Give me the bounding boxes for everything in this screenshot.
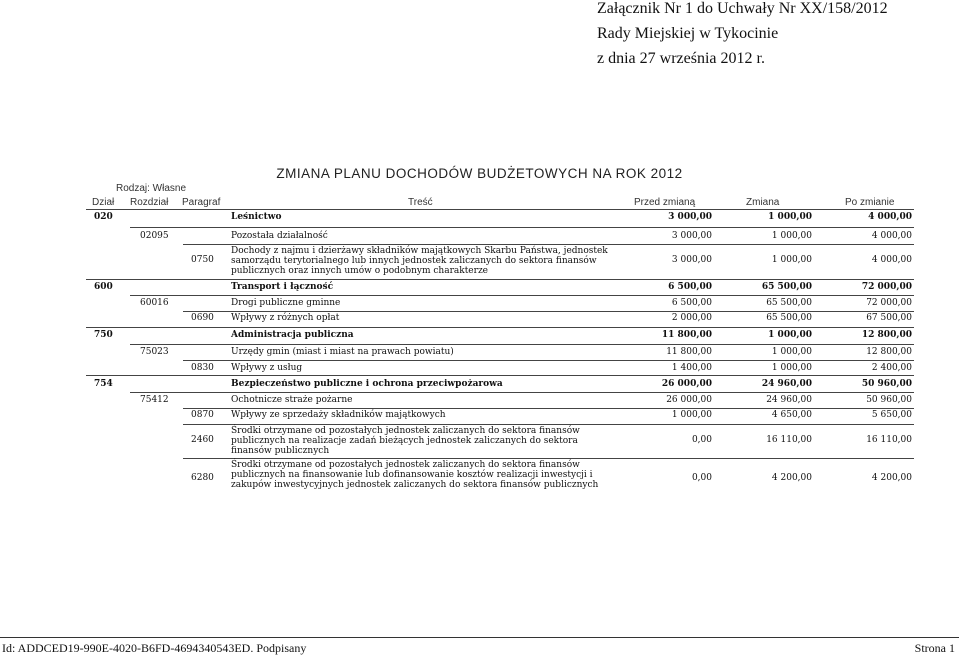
row-divider <box>183 458 914 459</box>
przed-cell: 3 000,00 <box>671 231 712 241</box>
po-cell: 72 000,00 <box>866 298 912 308</box>
zmiana-cell: 1 000,00 <box>771 255 812 265</box>
row-divider <box>86 279 914 280</box>
przed-cell: 11 800,00 <box>661 330 712 340</box>
tresc-cell: Wpływy z usług <box>231 363 303 373</box>
tresc-cell: Środki otrzymane od pozostałych jednostek zaliczanych do sektora finansów publicznych na realizacje zadań bieżących jednostek zaliczanych do sektora finansów publicznych <box>231 426 580 456</box>
przed-cell: 0,00 <box>691 473 712 483</box>
rozdzial-cell: 75023 <box>140 347 169 357</box>
footer-divider <box>0 637 959 638</box>
row-divider <box>183 360 914 361</box>
po-cell: 5 650,00 <box>871 410 912 420</box>
przed-cell: 2 000,00 <box>671 313 712 323</box>
zmiana-cell: 65 500,00 <box>761 282 812 292</box>
col-header-zmiana: Zmiana <box>746 197 780 208</box>
tresc-cell: Wpływy z różnych opłat <box>231 313 340 323</box>
tresc-cell: Pozostała działalność <box>231 231 328 241</box>
zmiana-cell: 1 000,00 <box>771 231 812 241</box>
row-divider <box>130 227 914 228</box>
przed-cell: 3 000,00 <box>671 255 712 265</box>
przed-cell: 0,00 <box>691 435 712 445</box>
paragraf-cell: 2460 <box>191 435 214 445</box>
rozdzial-cell: 02095 <box>140 231 169 241</box>
col-header-przed: Przed zmianą <box>634 197 696 208</box>
po-cell: 4 000,00 <box>868 212 912 222</box>
zmiana-cell: 65 500,00 <box>766 298 812 308</box>
tresc-cell: Urzędy gmin (miast i miast na prawach powiatu) <box>231 347 454 357</box>
col-header-dzial: Dział <box>92 197 115 208</box>
tresc-cell: Środki otrzymane od pozostałych jednostek zaliczanych do sektora finansów publicznych na finansowanie lub dofinansowanie kosztów realizacji inwestycji i zakupów inwestycyjnych jednostek zaliczanych do sektora finansów publicznych <box>231 460 599 490</box>
paragraf-cell: 0830 <box>191 363 214 373</box>
col-header-tresc: Treść <box>408 197 433 208</box>
przed-cell: 1 400,00 <box>671 363 712 373</box>
przed-cell: 6 500,00 <box>668 282 712 292</box>
attachment-line-2: Rady Miejskiej w Tykocinie <box>597 25 779 42</box>
paragraf-cell: 0690 <box>191 313 214 323</box>
zmiana-cell: 4 200,00 <box>771 473 812 483</box>
row-divider <box>130 344 914 345</box>
col-header-rozdzial: Rozdział <box>130 197 169 208</box>
dzial-cell: 020 <box>94 212 113 222</box>
dzial-cell: 754 <box>94 379 113 389</box>
tresc-cell: Dochody z najmu i dzierżawy składników majątkowych Skarbu Państwa, jednostek samorządu terytorialnego lub innych jednostek zaliczanych do sektora finansów publicznych oraz innych umów o podobnym charakterze <box>231 246 608 276</box>
zmiana-cell: 1 000,00 <box>771 347 812 357</box>
przed-cell: 26 000,00 <box>661 379 712 389</box>
row-divider <box>183 244 914 245</box>
col-header-po: Po zmianie <box>845 197 895 208</box>
po-cell: 4 000,00 <box>871 255 912 265</box>
po-cell: 12 800,00 <box>861 330 912 340</box>
row-divider <box>130 295 914 296</box>
row-divider <box>86 327 914 328</box>
tresc-cell: Transport i łączność <box>231 282 334 292</box>
footer-page: Strona 1 <box>914 641 955 655</box>
rozdzial-cell: 60016 <box>140 298 169 308</box>
rozdzial-cell: 75412 <box>140 395 169 405</box>
zmiana-cell: 16 110,00 <box>766 435 812 445</box>
paragraf-cell: 6280 <box>191 473 214 483</box>
przed-cell: 26 000,00 <box>666 395 712 405</box>
attachment-line-3: z dnia 27 września 2012 r. <box>597 50 765 67</box>
zmiana-cell: 24 960,00 <box>761 379 812 389</box>
po-cell: 2 400,00 <box>871 363 912 373</box>
paragraf-cell: 0750 <box>191 255 214 265</box>
po-cell: 12 800,00 <box>866 347 912 357</box>
dzial-cell: 600 <box>94 282 113 292</box>
zmiana-cell: 24 960,00 <box>766 395 812 405</box>
zmiana-cell: 65 500,00 <box>766 313 812 323</box>
tresc-cell: Bezpieczeństwo publiczne i ochrona przeciwpożarowa <box>231 379 503 389</box>
po-cell: 50 960,00 <box>861 379 912 389</box>
zmiana-cell: 4 650,00 <box>771 410 812 420</box>
row-divider <box>183 424 914 425</box>
footer-id: Id: ADDCED19-990E-4020-B6FD-4694340543ED. Podpisany <box>2 641 307 655</box>
przed-cell: 11 800,00 <box>666 347 712 357</box>
row-divider <box>130 392 914 393</box>
przed-cell: 1 000,00 <box>671 410 712 420</box>
tresc-cell: Drogi publiczne gminne <box>231 298 341 308</box>
rodzaj-label: Rodzaj: Własne <box>116 183 187 194</box>
row-divider <box>183 311 914 312</box>
zmiana-cell: 1 000,00 <box>771 363 812 373</box>
row-divider <box>183 408 914 409</box>
row-divider <box>86 375 914 376</box>
tresc-cell: Leśnictwo <box>231 212 282 222</box>
przed-cell: 3 000,00 <box>668 212 712 222</box>
dzial-cell: 750 <box>94 330 113 340</box>
po-cell: 50 960,00 <box>866 395 912 405</box>
po-cell: 16 110,00 <box>866 435 912 445</box>
po-cell: 72 000,00 <box>861 282 912 292</box>
paragraf-cell: 0870 <box>191 410 214 420</box>
row-divider <box>86 209 914 210</box>
col-header-paragraf: Paragraf <box>182 197 221 208</box>
po-cell: 67 500,00 <box>866 313 912 323</box>
attachment-line-1: Załącznik Nr 1 do Uchwały Nr XX/158/2012 <box>597 0 888 17</box>
tresc-cell: Administracja publiczna <box>231 330 354 340</box>
document-title: ZMIANA PLANU DOCHODÓW BUDŻETOWYCH NA ROK 2012 <box>276 166 683 181</box>
po-cell: 4 000,00 <box>871 231 912 241</box>
po-cell: 4 200,00 <box>871 473 912 483</box>
tresc-cell: Ochotnicze straże pożarne <box>231 395 353 405</box>
zmiana-cell: 1 000,00 <box>768 212 812 222</box>
tresc-cell: Wpływy ze sprzedaży składników majątkowych <box>231 410 446 420</box>
przed-cell: 6 500,00 <box>671 298 712 308</box>
zmiana-cell: 1 000,00 <box>768 330 812 340</box>
